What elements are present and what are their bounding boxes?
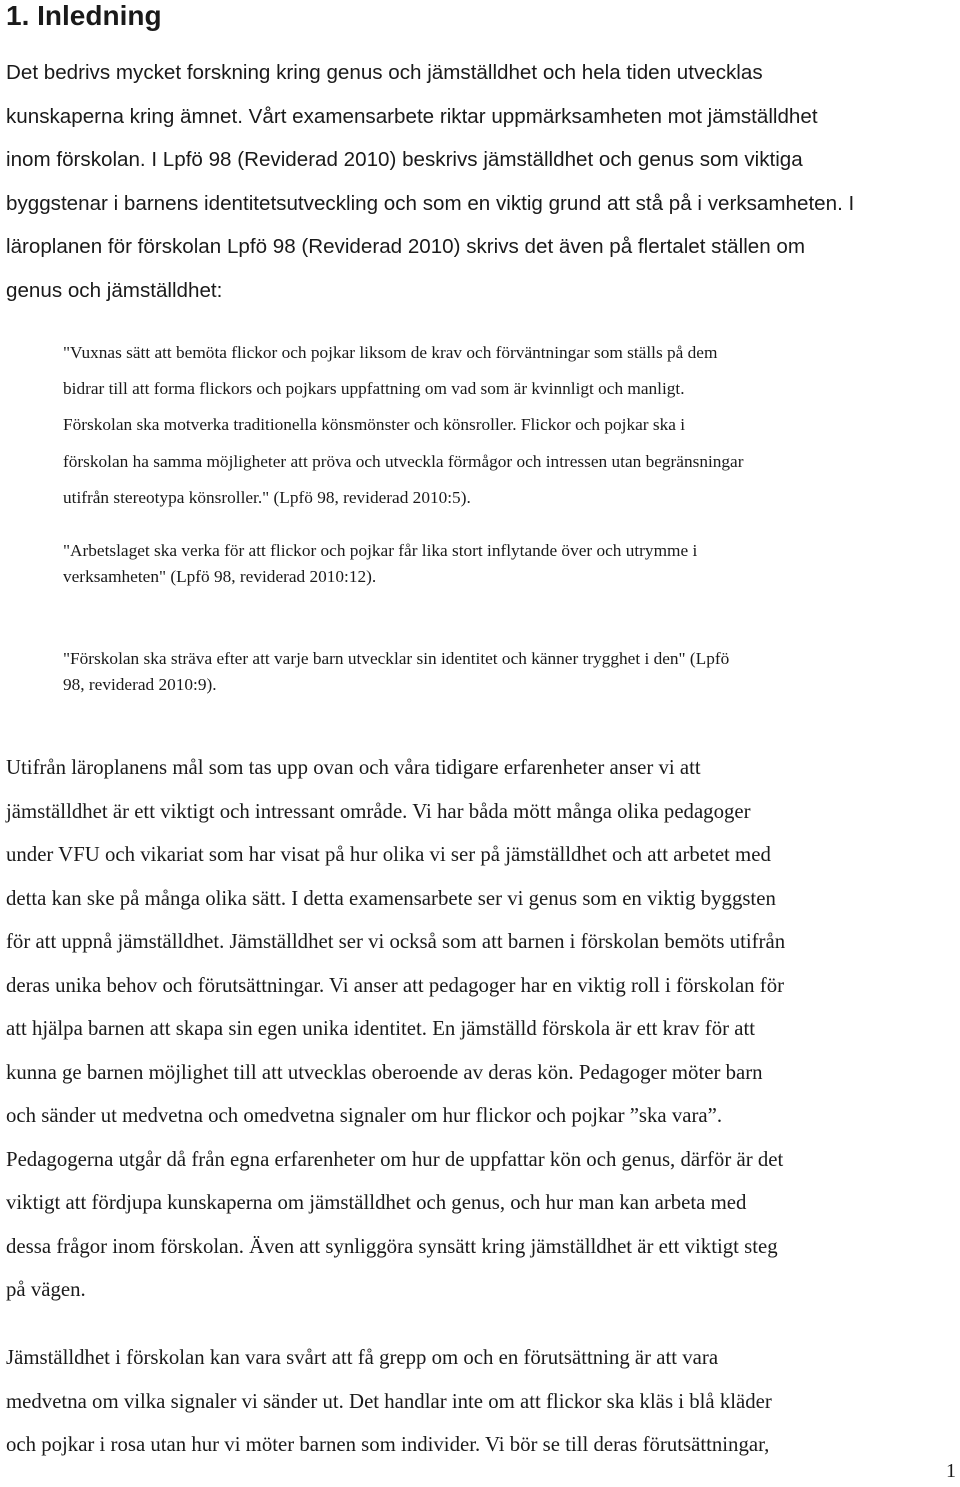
text-line: "Förskolan ska sträva efter att varje barn utvecklar sin identitet och känner trygghet i den" (Lpfö [63, 649, 730, 668]
quote-block-2 [63, 538, 923, 590]
intro-paragraph [6, 51, 956, 313]
text-line: och sänder ut medvetna och omedvetna signaler om hur flickor och pojkar ”ska vara”. [6, 1104, 723, 1127]
quote-block-1 [63, 335, 923, 516]
text-line: verksamheten" (Lpfö 98, reviderad 2010:12). [63, 567, 377, 586]
text-line: medvetna om vilka signaler vi sänder ut. Det handlar inte om att flickor ska kläs i blå kläder [6, 1389, 772, 1413]
text-line: "Arbetslaget ska verka för att flickor och pojkar får lika stort inflytande över och utrymme i [63, 541, 698, 560]
body-paragraph-2 [6, 746, 958, 1312]
page-number: 1 [946, 1460, 956, 1482]
text-line: viktigt att fördjupa kunskaperna om jämställdhet och genus, och hur man kan arbeta med [6, 1191, 747, 1214]
text-line: jämställdhet är ett viktigt och intressant område. Vi har båda mött många olika pedagoger [6, 799, 751, 823]
text-line: bidrar till att forma flickors och pojkars uppfattning om vad som är kvinnligt och manligt. [63, 379, 685, 399]
text-line: Förskolan ska motverka traditionella könsmönster och könsroller. Flickor och pojkar ska i [63, 415, 686, 435]
quote-block-3 [63, 646, 923, 698]
text-line: att hjälpa barnen att skapa sin egen unika identitet. En jämställd förskola är ett krav för att [6, 1017, 756, 1040]
text-line: förskolan ha samma möjligheter att pröva och utveckla förmågor och intressen utan begränsningar [63, 451, 744, 471]
text-line: dessa frågor inom förskolan. Även att synliggöra synsätt kring jämställdhet är ett viktigt steg [6, 1234, 778, 1258]
text-line: under VFU och vikariat som har visat på hur olika vi ser på jämställdhet och att arbetet med [6, 843, 771, 866]
section-heading: 1. Inledning [6, 0, 162, 31]
text-line: Utifrån läroplanens mål som tas upp ovan och våra tidigare erfarenheter anser vi att [6, 756, 701, 779]
text-line: detta kan ske på många olika sätt. I detta examensarbete ser vi genus som en viktig byggsten [6, 886, 776, 910]
text-line: på vägen. [6, 1278, 86, 1301]
body-paragraph-3 [6, 1336, 958, 1467]
text-line: Jämställdhet i förskolan kan vara svårt att få grepp om och en förutsättning är att vara [6, 1346, 719, 1369]
text-line: för att uppnå jämställdhet. Jämställdhet ser vi också som att barnen i förskolan bemöts utifrån [6, 930, 786, 953]
text-line: 98, reviderad 2010:9). [63, 675, 217, 694]
text-line: kunskaperna kring ämnet. Vårt examensarbete riktar uppmärksamheten mot jämställdhet [6, 104, 818, 128]
text-line: Pedagogerna utgår då från egna erfarenheter om hur de uppfattar kön och genus, därför är det [6, 1147, 784, 1171]
text-line: läroplanen för förskolan Lpfö 98 (Reviderad 2010) skrivs det även på flertalet ställen om [6, 235, 806, 259]
text-line: utifrån stereotypa könsroller." (Lpfö 98, reviderad 2010:5). [63, 487, 471, 507]
text-line: Det bedrivs mycket forskning kring genus och jämställdhet och hela tiden utvecklas [6, 61, 763, 84]
text-line: "Vuxnas sätt att bemöta flickor och pojkar liksom de krav och förväntningar som ställs på dem [63, 343, 718, 362]
text-line: deras unika behov och förutsättningar. Vi anser att pedagoger har en viktig roll i förskolan för [6, 973, 785, 997]
text-line: genus och jämställdhet: [6, 278, 223, 302]
text-line: kunna ge barnen möjlighet till att utvecklas oberoende av deras kön. Pedagoger möter barn [6, 1060, 763, 1084]
text-line: inom förskolan. I Lpfö 98 (Reviderad 2010) beskrivs jämställdhet och genus som viktiga [6, 148, 803, 172]
text-line: byggstenar i barnens identitetsutveckling och som en viktig grund att stå på i verksamheten. I [6, 191, 855, 215]
text-line: och pojkar i rosa utan hur vi möter barnen som individer. Vi bör se till deras förutsättningar, [6, 1433, 770, 1456]
